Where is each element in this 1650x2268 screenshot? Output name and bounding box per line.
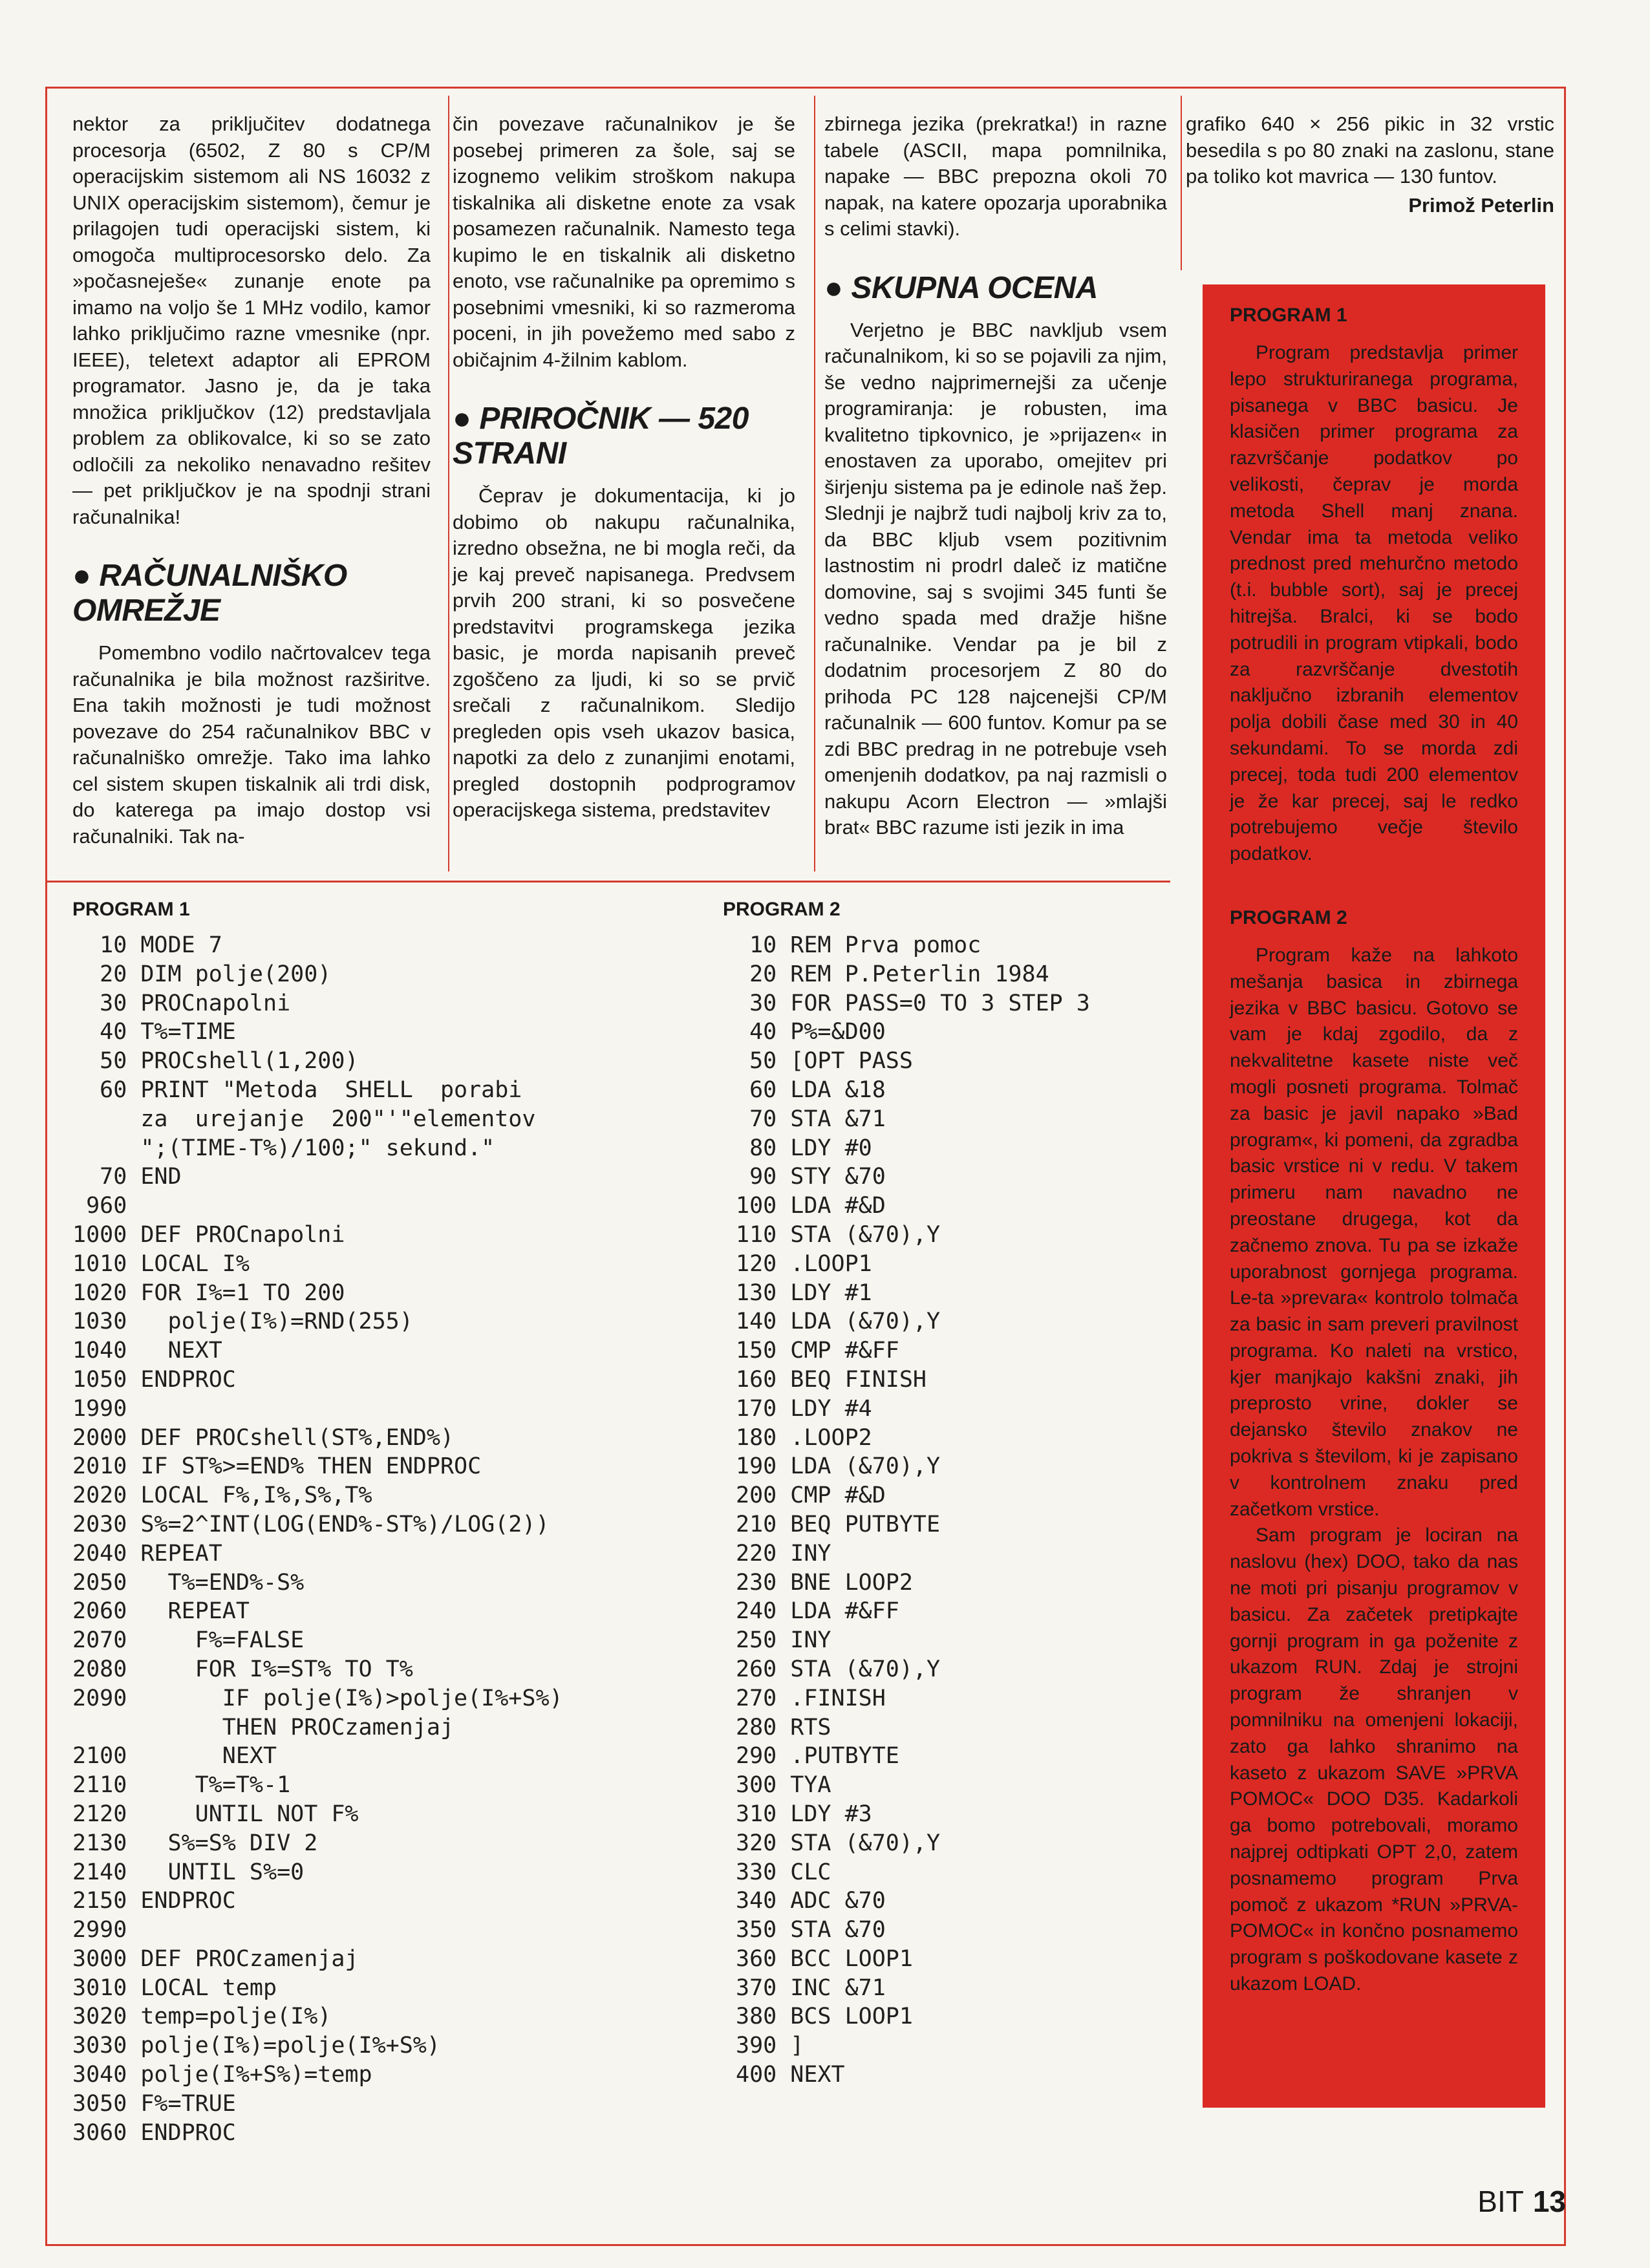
code-line: 150 CMP #&FF xyxy=(736,1338,899,1364)
section-divider xyxy=(45,881,1170,883)
code-line: 140 LDA (&70),Y xyxy=(736,1309,941,1335)
sidebar-paragraph: Sam program je lociran na naslovu (hex) DOO, tako da nas ne moti pri pisanju programov v basicu. Za začetek pretipkajte gornji program in ga poženite z ukazom RUN. Zdaj je strojni program že shranjen v pomnilniku na omenjeni lokaciji, zato ga lahko shranimo na kaseto z ukazom SAVE »PRVA POMOC« DOO D35. Kadarkoli ga bomo potrebovali, moramo najprej odtipkati OPT 2,0, zatem posnamemo program Prva pomoč z ukazom *RUN »PRVA-POMOC« in končno posnamemo program s poškodovane kasete z ukazom LOAD. xyxy=(1230,1524,1518,1995)
code-line: 130 LDY #1 xyxy=(736,1279,872,1306)
code-line: 40 T%=TIME xyxy=(72,1019,236,1045)
program-2-title: PROGRAM 2 xyxy=(723,899,841,920)
code-line: 2120 UNTIL NOT F% xyxy=(72,1801,359,1827)
code-line: 2020 LOCAL F%,I%,S%,T% xyxy=(72,1482,372,1509)
article-column-2 xyxy=(453,111,795,824)
code-line: 1020 FOR I%=1 TO 200 xyxy=(72,1279,345,1306)
column-divider xyxy=(814,96,815,872)
code-line: 1040 NEXT xyxy=(72,1338,222,1364)
code-line: 360 BCC LOOP1 xyxy=(736,1945,913,1972)
sidebar-paragraph: Program predstavlja primer lepo strukturiranega programa, pisanega v BBC basicu. Je klasičen primer programa za razvrščanje podatkov po velikosti, čeprav je morda metoda Shell manj znana. Vendar ima ta metoda veliko prednost pred mehurčno metodo (t.i. bubble sort), saj je precej hitrejša. Bralci, ki se bodo potrudili in program vtipkali, bodo za razvrščanje dvestotih naključno izbranih elementov polja dobili čase med 30 in 40 sekundami. To se morda zdi precej, toda tudi 200 elementov je že kar precej, saj le redko potrebujemo večje število podatkov. xyxy=(1230,342,1518,865)
code-line: 60 PRINT "Metoda SHELL porabi xyxy=(72,1076,522,1103)
code-line: 960 xyxy=(72,1193,127,1219)
article-column-4 xyxy=(1186,111,1554,219)
paragraph: zbirnega jezika (prekratka!) in razne tabele (ASCII, mapa pomnilnika, napake — BBC prepozna okoli 70 napak, na katere opozarja uporabnika s celimi stavki). xyxy=(824,112,1167,240)
code-line: 1000 DEF PROCnapolni xyxy=(72,1221,345,1248)
code-line: 330 CLC xyxy=(736,1859,831,1885)
section-heading: ● RAČUNALNIŠKO OMREŽJE xyxy=(72,559,347,628)
code-line: 370 INC &71 xyxy=(736,1974,886,2001)
code-line: 290 .PUTBYTE xyxy=(736,1743,899,1770)
code-line: 110 STA (&70),Y xyxy=(736,1221,941,1248)
code-line: THEN PROCzamenjaj xyxy=(72,1714,455,1740)
paragraph: Pomembno vodilo načrtovalcev tega računalnika je bila možnost razširitve. Ena takih možnosti je tudi možnost povezave do 254 računalnikov BBC v računalniško omrežje. Tako ima lahko cel sistem skupen tiskalnik ali trdi disk, do katerega pa imajo dostop vsi računalniki. Tak na- xyxy=(72,641,431,848)
code-line: 160 BEQ FINISH xyxy=(736,1366,927,1393)
code-line: 30 PROCnapolni xyxy=(72,990,291,1016)
code-line: 280 RTS xyxy=(736,1714,831,1740)
program-1-listing xyxy=(72,931,563,2147)
paragraph: Verjetno je BBC navkljub vsem računalnikom, ki so se pojavili za njim, še vedno najprimernejši za učenje programiranja: je robusten, ima kvalitetno tipkovnico, je »prijazen« in enostaven za uporabo, omejitev pri širjenju sistema pa je edinole naš žep. Slednji je najbrž tudi najbolj kriv za to, da BBC kljub vsem pozitivnim lastnostim ni prodrl daleč iz matične domovine, saj s svojimi 345 funti še vedno spada med dražje hišne računalnike. Vendar pa je bil z dodatnim procesorjem Z 80 do prihoda PC 128 najcenejši CP/M računalnik — 600 funtov. Komur pa se zdi BBC predrag in ne potrebuje vseh omenjenih dodatkov, pa naj razmisli o nakupu Acorn Electron — »mlajši brat« BBC razume isti jezik in ima xyxy=(824,318,1167,839)
code-line: 3010 LOCAL temp xyxy=(72,1974,277,2001)
code-line: 2100 NEXT xyxy=(72,1743,277,1770)
code-line: 10 MODE 7 xyxy=(72,932,222,958)
section-heading: ● PRIROČNIK — 520 STRANI xyxy=(453,401,749,471)
code-line: 2090 IF polje(I%)>polje(I%+S%) xyxy=(72,1685,563,1711)
code-line: 3040 polje(I%+S%)=temp xyxy=(72,2062,372,2088)
code-line: 2070 F%=FALSE xyxy=(72,1627,305,1654)
paragraph: Čeprav je dokumentacija, ki jo dobimo ob nakupu računalnika, izredno obsežna, ne bi mogla reči, da je kaj preveč napisanega. Predvsem prvih 200 strani, ki so posvečene predstavitvi programskega jezika basic, je morda napisanih preveč zgoščeno za ljudi, ki so se prvič srečali z računalnikom. Sledijo pregleden opis vseh ukazov basica, napotki za delo z zunanjimi enotami, pregled dostopnih podprogramov operacijskega sistema, predstavitev xyxy=(453,484,795,821)
code-line: 3050 F%=TRUE xyxy=(72,2090,236,2117)
code-line: 180 .LOOP2 xyxy=(736,1424,872,1451)
code-line: 2040 REPEAT xyxy=(72,1540,222,1567)
code-line: 260 STA (&70),Y xyxy=(736,1656,941,1682)
code-line: 2110 T%=T%-1 xyxy=(72,1772,291,1799)
code-line: 1050 ENDPROC xyxy=(72,1366,236,1393)
page-footer xyxy=(1477,2184,1566,2219)
section-heading: ● SKUPNA OCENA xyxy=(824,270,1098,305)
paragraph: grafiko 640 × 256 pikic in 32 vrstic besedila s po 80 znaki na zaslonu, stane pa toliko kot mavrica — 130 funtov. xyxy=(1186,112,1554,187)
code-line: 2060 REPEAT xyxy=(72,1598,250,1625)
code-line: 270 .FINISH xyxy=(736,1685,886,1711)
code-line: 2000 DEF PROCshell(ST%,END%) xyxy=(72,1424,455,1451)
code-line: 2010 IF ST%>=END% THEN ENDPROC xyxy=(72,1453,482,1480)
code-line: 400 NEXT xyxy=(736,2062,845,2088)
program-1-title: PROGRAM 1 xyxy=(72,899,190,920)
magazine-name: BIT xyxy=(1477,2185,1524,2218)
code-line: 340 ADC &70 xyxy=(736,1888,886,1914)
paragraph: čin povezave računalnikov je še posebej primeren za šole, saj se izognemo velikim stroškom nakupa tiskalnika ali disketne enote za vsak posamezen računalnik. Namesto tega kupimo le en tiskalnik ali disketno enoto, vse računalnike pa opremimo s posebnimi vmesniki, ki so razmeroma poceni, in jih povežemo med sabo z običajnim 4-žilnim kablom. xyxy=(453,112,795,371)
code-line: 20 DIM polje(200) xyxy=(72,961,332,987)
column-divider xyxy=(448,96,449,872)
page-number: 13 xyxy=(1532,2185,1566,2218)
code-line: 2080 FOR I%=ST% TO T% xyxy=(72,1656,413,1682)
code-line: 80 LDY #0 xyxy=(736,1135,872,1161)
code-line: 70 STA &71 xyxy=(736,1106,886,1132)
code-line: 20 REM P.Peterlin 1984 xyxy=(736,961,1049,987)
code-line: 320 STA (&70),Y xyxy=(736,1830,941,1856)
section-heading-text: RAČUNALNIŠKO OMREŽJE xyxy=(72,559,347,628)
code-line: 250 INY xyxy=(736,1627,831,1654)
code-line: 240 LDA #&FF xyxy=(736,1598,899,1625)
code-line: 380 BCS LOOP1 xyxy=(736,2004,913,2030)
author-signature: Primož Peterlin xyxy=(1408,193,1554,217)
code-line: ";(TIME-T%)/100;" sekund." xyxy=(72,1135,495,1161)
code-line: 3020 temp=polje(I%) xyxy=(72,2004,332,2030)
section-heading-text: SKUPNA OCENA xyxy=(851,270,1098,305)
article-column-3 xyxy=(824,111,1167,841)
code-line: 200 CMP #&D xyxy=(736,1482,886,1509)
code-line: 50 [OPT PASS xyxy=(736,1048,913,1075)
code-line: 40 P%=&D00 xyxy=(736,1019,886,1045)
code-line: 10 REM Prva pomoc xyxy=(736,932,981,958)
code-line: 2030 S%=2^INT(LOG(END%-ST%)/LOG(2)) xyxy=(72,1511,550,1537)
section-heading-text: PRIROČNIK — 520 STRANI xyxy=(453,401,749,471)
code-line: 190 LDA (&70),Y xyxy=(736,1453,941,1480)
code-line: 1990 xyxy=(72,1395,127,1422)
code-line: 350 STA &70 xyxy=(736,1917,886,1943)
code-line: 30 FOR PASS=0 TO 3 STEP 3 xyxy=(736,990,1090,1016)
code-line: 220 INY xyxy=(736,1540,831,1567)
sidebar-title: PROGRAM 1 xyxy=(1230,305,1347,326)
code-line: 60 LDA &18 xyxy=(736,1076,886,1103)
code-line: 1010 LOCAL I% xyxy=(72,1250,250,1277)
code-line: 3030 polje(I%)=polje(I%+S%) xyxy=(72,2033,440,2059)
code-line: 210 BEQ PUTBYTE xyxy=(736,1511,941,1537)
code-line: 2050 T%=END%-S% xyxy=(72,1569,305,1596)
code-line: 230 BNE LOOP2 xyxy=(736,1569,913,1596)
code-line: 390 ] xyxy=(736,2033,804,2059)
sidebar-title: PROGRAM 2 xyxy=(1230,906,1347,928)
code-line: 3000 DEF PROCzamenjaj xyxy=(72,1945,359,1972)
code-line: 2130 S%=S% DIV 2 xyxy=(72,1830,318,1856)
code-line: 1030 polje(I%)=RND(255) xyxy=(72,1309,413,1335)
sidebar-paragraph: Program kaže na lahkoto mešanja basica in zbirnega jezika v BBC basicu. Gotovo se vam je kdaj zgodilo, da z nekvalitetne kasete niste več mogli posneti programa. Tolmač za basic je javil napako »Bad program«, ki pomeni, da zgradba basic vrstice ni v redu. V takem primeru nam navadno ne preostane drugega, kot da začnemo znova. Tu pa se izkaže uporabnost gornjega programa. Le-ta »prevara« kontrolo tolmača za basic in sam preveri pravilnost programa. Ko naleti na vrstico, kjer manjkajo kakšni znaki, jih preprosto vrine, dokler se dejansko število znakov ne pokriva s številom, ki je zapisano v kontrolnem znaku pred začetkom vrstice. xyxy=(1230,944,1518,1520)
code-line: 70 END xyxy=(72,1164,182,1190)
paragraph: nektor za priključitev dodatnega procesorja (6502, Z 80 s CP/M operacijskim sistemom ali NS 16032 z UNIX operacijskim sistemom), čemur je prilagojen tudi operacijski sistem, ki omogoča multiprocesorsko delo. Za »počasneješe« zunanje enote pa imamo na voljo še 1 MHz vodilo, kamor lahko priključimo razne vmesnike (npr. IEEE), teletext adaptor ali EPROM programator. Jasno je, da je taka množica priključkov (12) predstavljala problem za oblikovalce, ki so se zato odločili za nekoliko nenavadno rešitev — pet priključkov je na spodnji strani računalnika! xyxy=(72,112,431,528)
article-column-1 xyxy=(72,111,431,850)
code-line: 100 LDA #&D xyxy=(736,1193,886,1219)
code-line: 2150 ENDPROC xyxy=(72,1888,236,1914)
code-line: 50 PROCshell(1,200) xyxy=(72,1048,359,1075)
program-2-listing xyxy=(736,931,1090,2090)
code-line: 3060 ENDPROC xyxy=(72,2119,236,2146)
column-divider xyxy=(1181,96,1182,270)
code-line: 170 LDY #4 xyxy=(736,1395,872,1422)
code-line: 310 LDY #3 xyxy=(736,1801,872,1827)
program-notes-sidebar xyxy=(1203,284,1545,2108)
code-line: 2140 UNTIL S%=0 xyxy=(72,1859,305,1885)
code-line: za urejanje 200"'"elementov xyxy=(72,1106,536,1132)
code-line: 120 .LOOP1 xyxy=(736,1250,872,1277)
code-line: 2990 xyxy=(72,1917,127,1943)
code-line: 300 TYA xyxy=(736,1772,831,1799)
code-line: 90 STY &70 xyxy=(736,1164,886,1190)
